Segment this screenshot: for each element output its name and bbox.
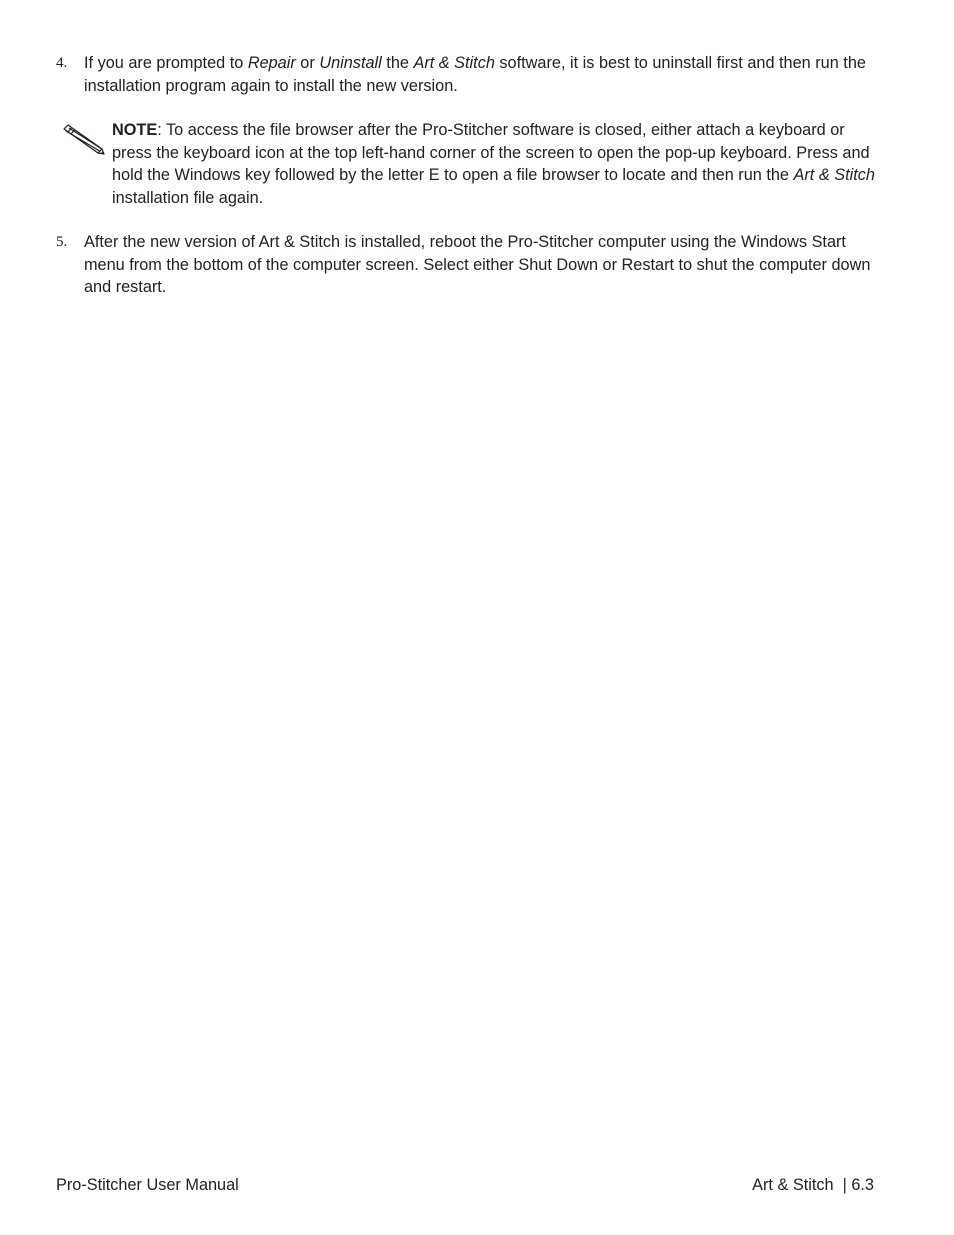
- software-name: Art & Stitch: [793, 166, 875, 184]
- step-number: 4.: [56, 55, 68, 71]
- step-4: [56, 52, 876, 97]
- uninstall-term: Uninstall: [319, 54, 382, 72]
- note-label: NOTE: [112, 121, 158, 139]
- section-page-number: Art & Stitch | 6.3: [752, 1176, 874, 1194]
- note-block: [56, 119, 876, 209]
- step-number: 5.: [56, 234, 68, 250]
- step-text: After the new version of Art & Stitch is installed, reboot the Pro-Stitcher computer using the Windows Start menu from the bottom of the computer screen. Select either Shut Down or Restart to shut the computer down and restart.: [84, 233, 871, 296]
- pencil-icon: [58, 123, 106, 155]
- step-text-run: If you are prompted to: [84, 54, 248, 72]
- step-text-run: or: [295, 54, 320, 72]
- note-text-run: : To access the file browser after the Pro-Stitcher software is closed, either attach a keyboard or press the keyboard icon at the top left-hand corner of the screen to open the pop-up keyboard. Press and hold the Windows key followed by the letter E to open a file browser to locate and then run the: [112, 121, 870, 184]
- note-text-run: installation file again.: [112, 188, 264, 207]
- software-name: Art & Stitch: [413, 54, 495, 72]
- step-text-run: the: [381, 54, 414, 72]
- step-text: [84, 52, 876, 97]
- step-5: [56, 231, 876, 299]
- note-text: [112, 119, 876, 209]
- step-text-run: software, it is best to uninstall first and then run the installation program again to install the new version.: [84, 54, 866, 95]
- repair-term: Repair: [247, 54, 296, 72]
- manual-title: Pro-Stitcher User Manual: [56, 1176, 239, 1194]
